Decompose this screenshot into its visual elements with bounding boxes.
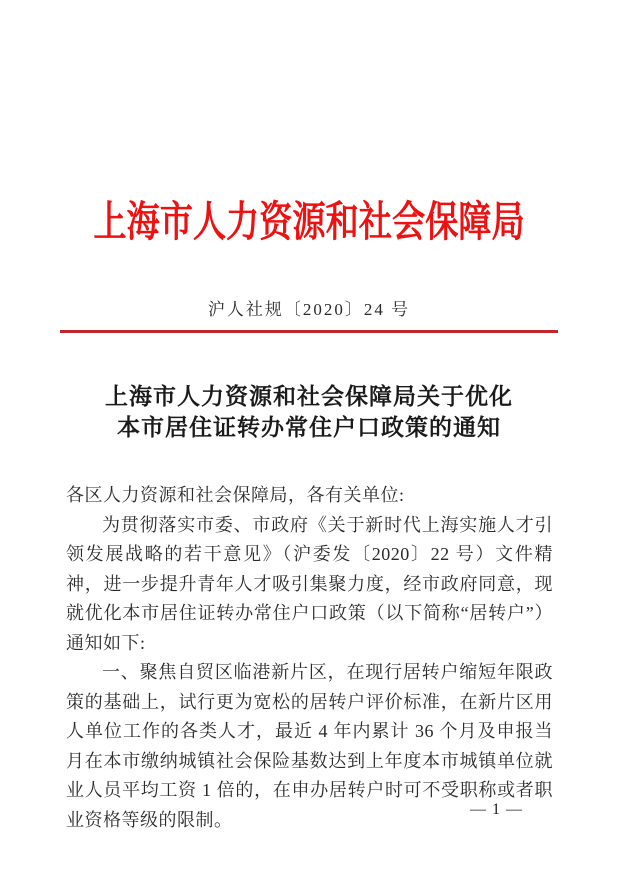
notice-title — [0, 381, 618, 443]
letterhead — [0, 202, 618, 244]
notice-title-line2: 本市居住证转办常住户口政策的通知 — [117, 415, 501, 440]
red-divider-rule — [60, 330, 558, 333]
doc-number: 沪人社规〔2020〕24 号 — [207, 300, 411, 319]
notice-title-line1: 上海市人力资源和社会保障局关于优化 — [105, 384, 513, 409]
letterhead-title: 上海市人力资源和社会保障局 — [93, 200, 525, 246]
paragraph-item-1: 一、聚焦自贸区临港新片区，在现行居转户缩短年限政策的基础上，试行更为宽松的居转户评价标准，在新片区用人单位工作的各类人才，最近 4 年内累计 36 个月及申报当月在本市缴纳城镇社会保险基数达到上年度本市城镇单位就业人员平均工资 1 倍的，在申办居转户时可不受职称或者职业资格等级的限制。 — [66, 662, 553, 830]
salutation: 各区人力资源和社会保障局，各有关单位: — [66, 485, 405, 505]
paragraph-preamble: 为贯彻落实市委、市政府《关于新时代上海实施人才引领发展战略的若干意见》（沪委发〔2020〕22 号）文件精神，进一步提升青年人才吸引集聚力度，经市政府同意，现就优化本市居住证转办常住户口政策（以下简称“居转户”）通知如下: — [66, 514, 553, 653]
notice-body — [66, 481, 553, 835]
page-number: — 1 — — [470, 801, 523, 818]
